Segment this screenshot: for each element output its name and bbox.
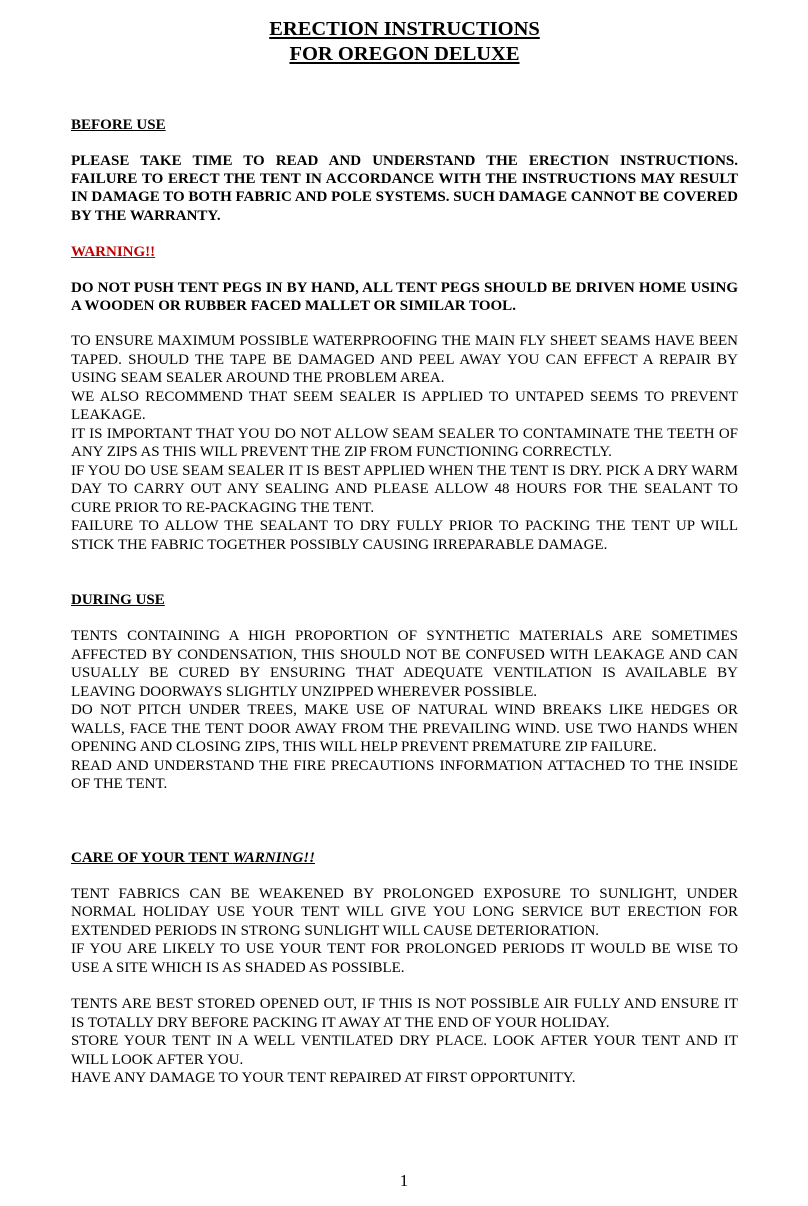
care-paragraph: TENTS ARE BEST STORED OPENED OUT, IF THIS IS NOT POSSIBLE AIR FULLY AND ENSURE IT IS TOTALLY DRY BEFORE PACKING IT AWAY AT THE END OF YOUR HOLIDAY.: [71, 996, 738, 1031]
before-use-paragraph: IF YOU DO USE SEAM SEALER IT IS BEST APPLIED WHEN THE TENT IS DRY. PICK A DRY WARM DAY TO CARRY OUT ANY SEALING AND PLEASE ALLOW 48 HOURS FOR THE SEALANT TO CURE PRIOR TO RE-PACKAGING THE TENT.: [71, 462, 738, 516]
title-line-1: ERECTION INSTRUCTIONS: [269, 18, 540, 40]
care-heading-label: CARE OF YOUR TENT: [71, 849, 229, 866]
care-body-1: [71, 885, 738, 978]
care-heading: [71, 849, 738, 867]
before-use-heading: BEFORE USE: [71, 117, 166, 133]
before-use-paragraph: WE ALSO RECOMMEND THAT SEEM SEALER IS APPLIED TO UNTAPED SEEMS TO PREVENT LEAKAGE.: [71, 388, 738, 424]
document-title: [71, 17, 738, 67]
care-body-2: [71, 995, 738, 1088]
before-use-paragraph: TO ENSURE MAXIMUM POSSIBLE WATERPROOFING THE MAIN FLY SHEET SEAMS HAVE BEEN TAPED. SHOULD THE TAPE BE DAMAGED AND PEEL AWAY YOU CAN EFFECT A REPAIR BY USING SEAM SEALER AROUND THE PROBLEM AREA.: [71, 333, 738, 387]
before-use-body: [71, 332, 738, 554]
title-line-2: FOR OREGON DELUXE: [289, 43, 520, 65]
warning-text: DO NOT PUSH TENT PEGS IN BY HAND, ALL TENT PEGS SHOULD BE DRIVEN HOME USING A WOODEN OR RUBBER FACED MALLET OR SIMILAR TOOL.: [71, 279, 738, 315]
during-use-body: [71, 627, 738, 794]
care-heading-warning: WARNING!!: [232, 849, 315, 866]
section-before-use: [71, 116, 738, 554]
section-during-use: [71, 591, 738, 794]
during-use-heading: DURING USE: [71, 592, 165, 609]
care-paragraph: HAVE ANY DAMAGE TO YOUR TENT REPAIRED AT FIRST OPPORTUNITY.: [71, 1070, 576, 1087]
during-use-paragraph: DO NOT PITCH UNDER TREES, MAKE USE OF NATURAL WIND BREAKS LIKE HEDGES OR WALLS, FACE THE TENT DOOR AWAY FROM THE PREVAILING WIND. USE TWO HANDS WHEN OPENING AND CLOSING ZIPS, THIS WILL HELP PREVENT PREMATURE ZIP FAILURE.: [71, 702, 738, 756]
section-care: [71, 849, 738, 1088]
care-paragraph: IF YOU ARE LIKELY TO USE YOUR TENT FOR PROLONGED PERIODS IT WOULD BE WISE TO USE A SITE WHICH IS AS SHADED AS POSSIBLE.: [71, 941, 738, 976]
during-use-paragraph: TENTS CONTAINING A HIGH PROPORTION OF SYNTHETIC MATERIALS ARE SOMETIMES AFFECTED BY CONDENSATION, THIS SHOULD NOT BE CONFUSED WITH LEAKAGE AND CAN USUALLY BE CURED BY ENSURING THAT ADEQUATE VENTILATION IS AVAILABLE BY LEAVING DOORWAYS SLIGHTLY UNZIPPED WHEREVER POSSIBLE.: [71, 628, 738, 700]
before-use-paragraph: FAILURE TO ALLOW THE SEALANT TO DRY FULLY PRIOR TO PACKING THE TENT UP WILL STICK THE FABRIC TOGETHER POSSIBLY CAUSING IRREPARABLE DAMAGE.: [71, 518, 738, 553]
before-use-paragraph: IT IS IMPORTANT THAT YOU DO NOT ALLOW SEAM SEALER TO CONTAMINATE THE TEETH OF ANY ZIPS AS THIS WILL PREVENT THE ZIP FROM FUNCTIONING CORRECTLY.: [71, 425, 738, 461]
before-use-intro: PLEASE TAKE TIME TO READ AND UNDERSTAND THE ERECTION INSTRUCTIONS. FAILURE TO ERECT THE TENT IN ACCORDANCE WITH THE INSTRUCTIONS MAY RESULT IN DAMAGE TO BOTH FABRIC AND POLE SYSTEMS. SUCH DAMAGE CANNOT BE COVERED BY THE WARRANTY.: [71, 153, 738, 224]
care-paragraph: STORE YOUR TENT IN A WELL VENTILATED DRY PLACE. LOOK AFTER YOUR TENT AND IT WILL LOOK AFTER YOU.: [71, 1033, 738, 1068]
warning-label: WARNING!!: [71, 243, 156, 260]
page-number: 1: [399, 1171, 409, 1190]
care-paragraph: TENT FABRICS CAN BE WEAKENED BY PROLONGED EXPOSURE TO SUNLIGHT, UNDER NORMAL HOLIDAY USE YOUR TENT WILL GIVE YOU LONG SERVICE BUT ERECTION FOR EXTENDED PERIODS IN STRONG SUNLIGHT WILL CAUSE DETERIORATION.: [71, 885, 738, 939]
during-use-paragraph: READ AND UNDERSTAND THE FIRE PRECAUTIONS INFORMATION ATTACHED TO THE INSIDE OF THE TENT.: [71, 757, 738, 793]
